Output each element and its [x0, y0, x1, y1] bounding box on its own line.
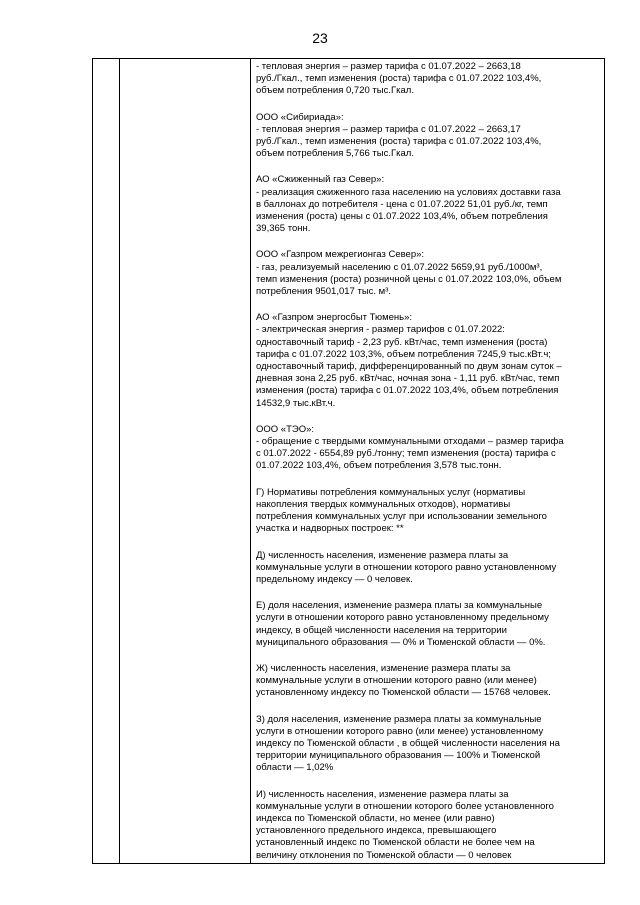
text-line: - электрическая энергия - размер тарифов с 01.07.2022: [256, 324, 505, 336]
text-line: ООО «Газпром межрегионгаз Север»: [256, 249, 425, 261]
text-line: - тепловая энергия – размер тарифа с 01.07.2022 – 2663,18 [256, 61, 521, 72]
paragraph [256, 112, 599, 161]
text-line: одноставочный тариф - 2,23 руб. кВт/час, темп изменения (роста) [256, 336, 548, 348]
text-line: ООО «Сибириада»: [256, 111, 344, 123]
text-line: участка и надворных построек: ** [256, 523, 404, 535]
text-line: объем потребления 5,766 тыс.Гкал. [256, 148, 414, 160]
text-line: величину отклонения по Тюменской области — 0 человек [256, 849, 512, 861]
text-line: предельному индексу — 0 человек. [256, 573, 413, 585]
paragraph [256, 174, 599, 235]
text-line: одноставочный тариф, дифференцированный по двум зонам суток – [256, 361, 562, 373]
text-line: АО «Газпром энергосбыт Тюмень»: [256, 312, 413, 324]
text-line: индекса по Тюменской области, но менее (или равно) [256, 812, 495, 824]
text-line: дневная зона 2,25 руб. кВт/час, ночная зона - 1,11 руб. кВт/час, темп [256, 373, 560, 385]
page-number: 23 [312, 30, 328, 46]
text-line: муниципального образования — 0% и Тюменской области — 0%. [256, 636, 546, 648]
text-line: 01.07.2022 103,4%, объем потребления 3,578 тыс.тонн. [256, 460, 502, 472]
text-line: З) доля населения, изменение размера платы за коммунальные [256, 713, 542, 725]
text-line: изменения (роста) цены с 01.07.2022 103,4%, объем потребления [256, 211, 548, 223]
text-line: коммунальные услуги в отношении которого более установленного [256, 800, 554, 812]
text-line: услуги в отношении которого равно (или менее) установленному [256, 725, 544, 737]
paragraph [256, 487, 599, 536]
text-line: потребления коммунальных услуг при использовании земельного [256, 511, 547, 523]
text-line: области — 1,02% [256, 762, 334, 774]
text-line: объем потребления 0,720 тыс.Гкал. [256, 85, 414, 97]
paragraph [256, 550, 599, 587]
text-line: установленному индексу по Тюменской области — 15768 человек. [256, 687, 551, 699]
text-line: с 01.07.2022 - 6554,89 руб./тонну; темп изменения (роста) тарифа с [256, 448, 556, 460]
text-line: - реализация сжиженного газа населению на условиях доставки газа [256, 186, 561, 198]
column-divider-2 [250, 59, 251, 863]
text-line: потребления 9501,017 тыс. м³. [256, 286, 392, 298]
text-line: в баллонах до потребителя - цена с 01.07.2022 51,01 руб./кг, темп [256, 198, 548, 210]
paragraph [256, 600, 599, 649]
paragraph [256, 424, 599, 473]
text-line: территории муниципального образования — 100% и Тюменской [256, 750, 541, 762]
text-line: 39,365 тонн. [256, 223, 311, 235]
paragraph [256, 61, 599, 98]
text-line: Ж) численность населения, изменение размера платы за [256, 662, 511, 674]
text-line: Д) численность населения, изменение размера платы за [256, 549, 509, 561]
text-line: ООО «ТЭО»: [256, 423, 315, 435]
text-line: индексу, в общей численности населения на территории [256, 624, 507, 636]
text-line: Г) Нормативы потребления коммунальных услуг (нормативы [256, 486, 526, 498]
text-line: тарифа с 01.07.2022 103,3%, объем потребления 7245,9 тыс.кВт.ч; [256, 348, 551, 360]
text-line: индексу по Тюменской области , в общей численности населения на [256, 737, 560, 749]
text-line: - тепловая энергия – размер тарифа с 01.07.2022 – 2663,17 [256, 123, 521, 135]
text-line: 14532,9 тыс.кВт.ч. [256, 397, 336, 409]
text-line: коммунальные услуги в отношении которого равно установленному [256, 561, 557, 573]
text-line: коммунальные услуги в отношении которого равно (или менее) [256, 675, 537, 687]
paragraph [256, 789, 599, 862]
document-table [92, 58, 605, 864]
text-line: установленного предельного индекса, превышающего [256, 825, 497, 837]
text-line: АО «Сжиженный газ Север»: [256, 174, 385, 186]
paragraph [256, 312, 599, 410]
text-line: накопления твердых коммунальных отходов), нормативы [256, 498, 511, 510]
text-line: И) численность населения, изменение размера платы за [256, 788, 509, 800]
column-divider-1 [119, 59, 120, 863]
text-line: услуги в отношении которого равно установленному предельному [256, 612, 549, 624]
text-line: - обращение с твердыми коммунальными отходами – размер тарифа [256, 436, 564, 448]
text-line: Е) доля населения, изменение размера платы за коммунальные [256, 600, 543, 612]
table-cell-content [256, 61, 599, 862]
text-line: изменения (роста) тарифа с 01.07.2022 103,4%, объем потребления [256, 385, 559, 397]
text-line: руб./Гкал., темп изменения (роста) тарифа с 01.07.2022 103,4%, [256, 73, 542, 85]
paragraph [256, 663, 599, 700]
text-line: руб./Гкал., темп изменения (роста) тарифа с 01.07.2022 103,4%, [256, 136, 542, 148]
paragraph [256, 249, 599, 298]
text-line: установленный индекс по Тюменской области не более чем на [256, 837, 535, 849]
paragraph [256, 714, 599, 775]
text-line: - газ, реализуемый населению с 01.07.2022 5659,91 руб./1000м³, [256, 261, 543, 273]
text-line: темп изменения (роста) розничной цены с 01.07.2022 103,0%, объем [256, 273, 562, 285]
